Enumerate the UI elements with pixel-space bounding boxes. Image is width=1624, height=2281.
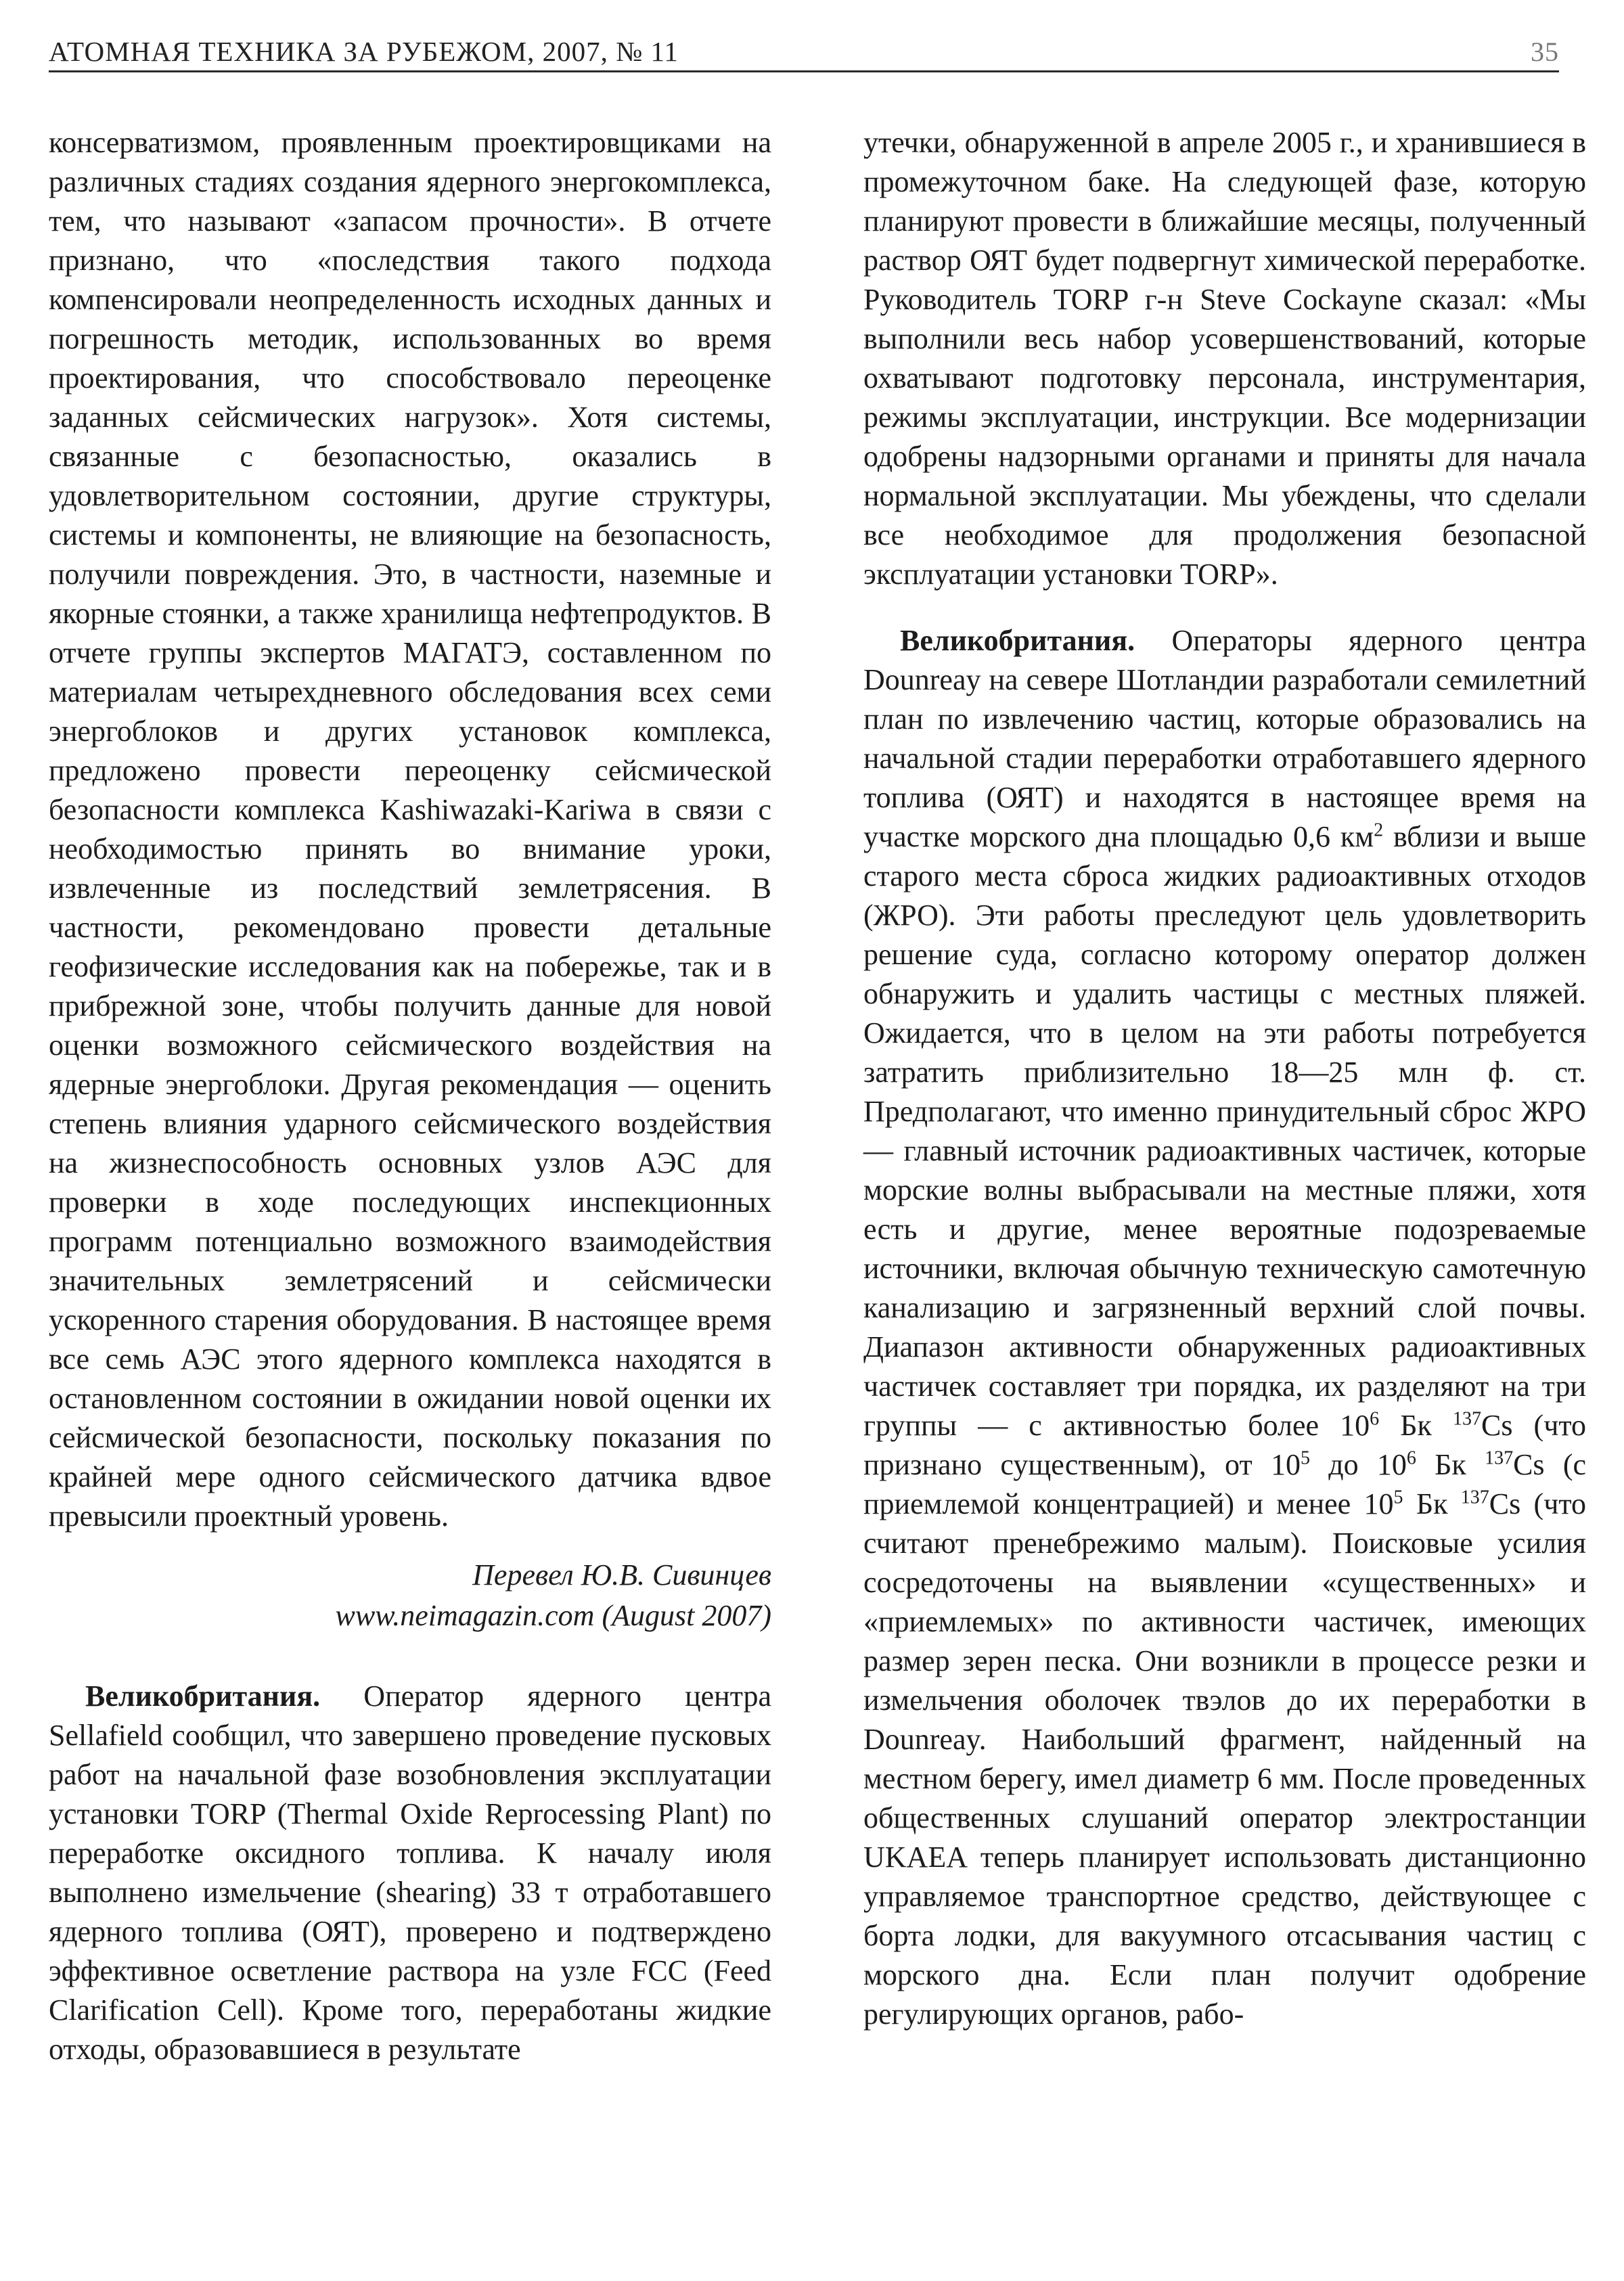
running-header	[49, 26, 1559, 68]
superscript: 2	[1374, 819, 1384, 841]
translator-credit: Перевел Ю.В. Сивинцев	[472, 1558, 771, 1591]
superscript: 6	[1406, 1447, 1416, 1469]
journal-title: АТОМНАЯ ТЕХНИКА ЗА РУБЕЖОМ, 2007, № 11	[49, 36, 679, 67]
paragraph-dounreay	[863, 621, 1586, 2034]
section-gap	[863, 594, 1586, 621]
superscript: 5	[1393, 1487, 1403, 1508]
paragraph-seismic-report: консерватизмом, проявленным проектировщиками на различных стадиях создания ядерного энергокомплекса, тем, что называют «запасом прочности». В отчете признано, что «последствия такого подхода компенсировали неопределенность исходных данных и погрешность методик, использованных во время проектирования, что способствовало переоценке заданных сейсмических нагрузок». Хотя системы, связанные с безопасностью, оказались в удовлетворительном состоянии, другие структуры, системы и компоненты, не влияющие на безопасность, получили повреждения. Это, в частности, наземные и якорные стоянки, а также хранилища нефтепродуктов. В отчете группы экспертов МАГАТЭ, составленном по материалам четырехдневного обследования всех семи энергоблоков и других установок комплекса, предложено провести переоценку сейсмической безопасности комплекса Kashiwazaki-Kariwa в связи с необходимостью принять во внимание уроки, извлеченные из последствий землетрясения. В частности, рекомендовано провести детальные геофизические исследования как на побережье, так и в прибрежной зоне, чтобы получить данные для новой оценки возможного сейсмического воздействия на ядерные энергоблоки. Другая рекомендация — оценить степень влияния ударного сейсмического воздействия на жизнеспособность основных узлов АЭС для проверки в ходе последующих инспекционных программ потенциально возможного взаимодействия значительных землетрясений и сейсмически ускоренного старения оборудования. В настоящее время все семь АЭС этого ядерного комплекса находятся в остановленном состоянии в ожидании новой оценки их сейсмической безопасности, поскольку показания по крайней мере одного сейсмического датчика вдвое превысили проектный уровень.	[49, 126, 771, 1533]
dounreay-text-f: Бк	[1416, 1448, 1485, 1481]
dounreay-text-b: вблизи и выше старого места сброса жидких радиоактивных отходов (ЖРО). Эти работы преследуют цель удовлетворить решение суда, согласно которому оператор должен обнаружить и удалить частицы с местных пляжей. Ожидается, что в целом на эти работы потребуется затратить приблизительно 18—25 млн ф. ст. Предполагают, что именно принудительный сброс ЖРО — главный источник радиоактивных частичек, которые морские волны выбрасывали на местные пляжи, хотя есть и другие, менее вероятные подозреваемые источники, включая обычную техническую самотечную канализацию и загрязненный верхний слой почвы. Диапазон активности обнаруженных радиоактивных частичек составляет три порядка, их разделяют на три группы — с активностью более 10	[863, 820, 1586, 1442]
superscript: 137	[1485, 1447, 1514, 1469]
dounreay-text-e: до 10	[1309, 1448, 1407, 1481]
left-column	[49, 123, 771, 2069]
country-heading: Великобритания.	[900, 624, 1135, 657]
dounreay-text-d: Cs (что признано существенным), от 10	[863, 1409, 1586, 1481]
superscript: 6	[1370, 1408, 1380, 1430]
superscript: 5	[1300, 1447, 1310, 1469]
dounreay-text-i: Cs (что считают пренебрежимо малым). Поисковые усилия сосредоточены на выявлении «существенных» и «приемлемых» по активности частичек, имеющих размер зерен песка. Они возникли в процессе резки и измельчения оболочек твэлов до их переработки в Dounreay. Наибольший фрагмент, найденный на местном берегу, имел диаметр 6 мм. После проведенных общественных слушаний оператор электростанции UKAEA теперь планирует использовать дистанционно управляемое транспортное средство, действующее с борта лодки, для вакуумного отсасывания частиц с морского дна. Если план получит одобрение регулирующих органов, рабо-	[863, 1487, 1586, 2031]
article-credits	[49, 1555, 771, 1636]
dounreay-text-a: Операторы ядерного центра Dounreay на севере Шотландии разработали семилетний план по извлечению частиц, которые образовались на начальной стадии переработки отработавшего ядерного топлива (ОЯТ) и находятся в настоящее время на участке морского дна площадью 0,6 км	[863, 624, 1586, 853]
header-rule	[49, 70, 1559, 72]
page-number: 35	[1531, 37, 1559, 67]
paragraph-torp-continued: утечки, обнаруженной в апреле 2005 г., и хранившиеся в промежуточном баке. На следующей фазе, которую планируют провести в ближайшие месяцы, полученный раствор ОЯТ будет подвергнут химической переработке. Руководитель TORP г-н Steve Cockayne сказал: «Мы выполнили весь набор усовершенствований, которые охватывают подготовку персонала, инструментария, режимы эксплуатации, инструкции. Все модернизации одобрены надзорными органами и приняты для начала нормальной эксплуатации. Мы убеждены, что сделали все необходимое для продолжения безопасной эксплуатации установки TORP».	[863, 126, 1586, 591]
section-gap	[49, 1636, 771, 1677]
right-column	[863, 123, 1586, 2034]
source-credit: www.neimagazin.com (August 2007)	[335, 1599, 771, 1632]
dounreay-text-h: Бк	[1403, 1487, 1461, 1520]
dounreay-text-c: Бк	[1379, 1409, 1453, 1442]
superscript: 137	[1460, 1487, 1489, 1508]
paragraph-sellafield-text: Оператор ядерного центра Sellafield сообщил, что завершено проведение пусковых работ на начальной фазе возобновления эксплуатации установки TORP (Thermal Oxide Reprocessing Plant) по переработке оксидного топлива. К началу июля выполнено измельчение (shearing) 33 т отработавшего ядерного топлива (ОЯТ), проверено и подтверждено эффективное осветление раствора на узле FCC (Feed Clarification Cell). Кроме того, переработаны жидкие отходы, образовавшиеся в результате	[49, 1679, 771, 2066]
country-heading: Великобритания.	[85, 1679, 321, 1713]
superscript: 137	[1452, 1408, 1481, 1430]
paragraph-sellafield	[49, 1677, 771, 2069]
dounreay-text-g: Cs (с приемлемой концентрацией) и менее 10	[863, 1448, 1586, 1520]
